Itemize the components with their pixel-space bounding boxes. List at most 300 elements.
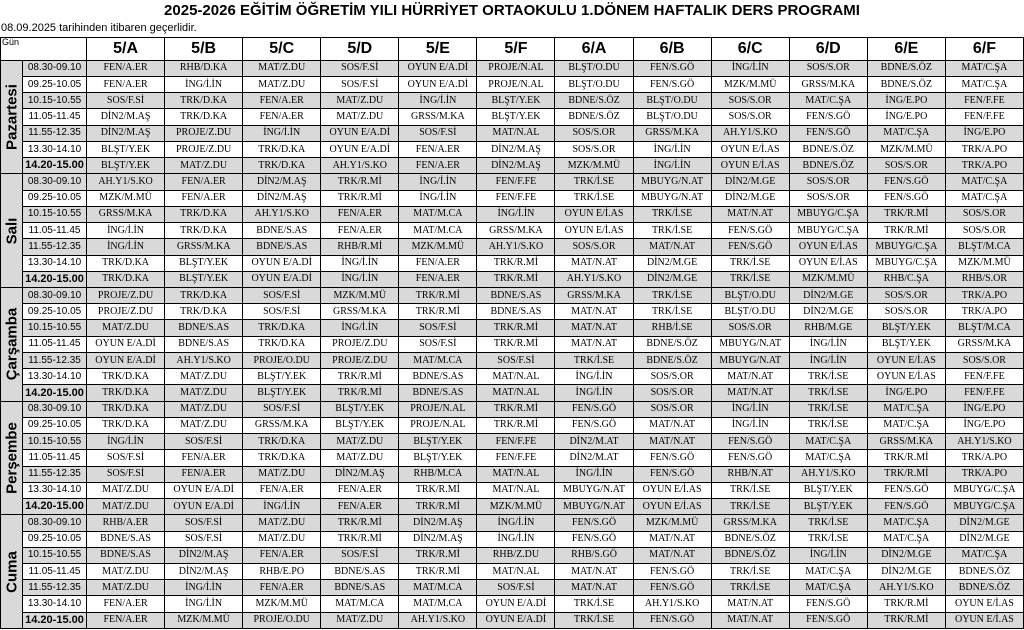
lesson-cell: SOS/F.Sİ <box>165 515 243 531</box>
period-time: 10.15-10.55 <box>23 434 87 450</box>
lesson-cell: FEN/S.GÖ <box>789 109 867 125</box>
period-time: 13.30-14.10 <box>23 596 87 612</box>
lesson-cell: MZK/M.MÜ <box>711 76 789 92</box>
lesson-cell: FEN/F.FE <box>945 369 1023 385</box>
table-row <box>1 612 1024 628</box>
lesson-cell: MAT/M.CA <box>399 580 477 596</box>
day-label-cell <box>1 60 23 174</box>
class-header: 5/C <box>243 38 321 61</box>
lesson-cell: RHB/İ.SE <box>633 320 711 336</box>
period-time: 09.25-10.05 <box>23 417 87 433</box>
lesson-cell: MAT/C.ŞA <box>945 76 1023 92</box>
class-header: 5/E <box>399 38 477 61</box>
lesson-cell: İNG/İ.İN <box>321 255 399 271</box>
lesson-cell: GRSS/M.KA <box>633 125 711 141</box>
lesson-cell: TRK/D.KA <box>87 369 165 385</box>
lesson-cell: BLŞT/Y.EK <box>399 450 477 466</box>
day-name: Pazartesi <box>3 84 20 150</box>
lesson-cell: TRK/R.Mİ <box>477 401 555 417</box>
lesson-cell: MBUYG/N.AT <box>555 482 633 498</box>
lesson-cell: MBUYG/C.ŞA <box>945 482 1023 498</box>
lesson-cell: TRK/İ.SE <box>789 515 867 531</box>
lesson-cell: TRK/İ.SE <box>555 174 633 190</box>
table-row <box>1 288 1024 304</box>
period-time: 08.30-09.10 <box>23 401 87 417</box>
lesson-cell: DİN2/M.GE <box>789 304 867 320</box>
lesson-cell: TRK/D.KA <box>165 304 243 320</box>
lesson-cell: OYUN E/A.Dİ <box>399 60 477 76</box>
lesson-cell: SOS/F.Sİ <box>477 580 555 596</box>
lesson-cell: MAT/C.ŞA <box>867 531 945 547</box>
lesson-cell: AH.Y1/S.KO <box>945 434 1023 450</box>
lesson-cell: DİN2/M.AT <box>555 434 633 450</box>
lesson-cell: İNG/E.PO <box>867 385 945 401</box>
table-row <box>1 401 1024 417</box>
table-row <box>1 125 1024 141</box>
lesson-cell: DİN2/M.GE <box>945 531 1023 547</box>
lesson-cell: BLŞT/O.DU <box>711 288 789 304</box>
lesson-cell: MBUYG/C.ŞA <box>789 206 867 222</box>
lesson-cell: AH.Y1/S.KO <box>789 466 867 482</box>
lesson-cell: GRSS/M.KA <box>165 239 243 255</box>
lesson-cell: AH.Y1/S.KO <box>555 271 633 287</box>
period-time: 10.15-10.55 <box>23 93 87 109</box>
lesson-cell: TRK/R.Mİ <box>477 336 555 352</box>
period-time: 14.20-15.00 <box>23 158 87 174</box>
lesson-cell: MAT/Z.DU <box>165 417 243 433</box>
lesson-cell: PROJE/Z.DU <box>165 141 243 157</box>
lesson-cell: SOS/S.OR <box>555 141 633 157</box>
lesson-cell: OYUN E/A.Dİ <box>321 125 399 141</box>
lesson-cell: MAT/Z.DU <box>87 499 165 515</box>
period-time: 11.55-12.35 <box>23 466 87 482</box>
lesson-cell: BDNE/S.ÖZ <box>867 60 945 76</box>
lesson-cell: RHB/M.CA <box>399 466 477 482</box>
lesson-cell: TRK/İ.SE <box>711 580 789 596</box>
lesson-cell: TRK/İ.SE <box>633 304 711 320</box>
lesson-cell: BDNE/S.ÖZ <box>711 531 789 547</box>
lesson-cell: TRK/A.PO <box>945 466 1023 482</box>
lesson-cell: İNG/İ.İN <box>633 158 711 174</box>
lesson-cell: OYUN E/A.Dİ <box>87 352 165 368</box>
lesson-cell: TRK/D.KA <box>243 336 321 352</box>
period-time: 08.30-09.10 <box>23 515 87 531</box>
lesson-cell: FEN/A.ER <box>165 190 243 206</box>
lesson-cell: İNG/İ.İN <box>789 336 867 352</box>
lesson-cell: FEN/S.GÖ <box>555 401 633 417</box>
page-title: 2025-2026 EĞİTİM ÖĞRETİM YILI HÜRRİYET ORTAOKULU 1.DÖNEM HAFTALIK DERS PROGRAMI <box>164 2 860 19</box>
lesson-cell: TRK/İ.SE <box>711 271 789 287</box>
lesson-cell: GRSS/M.KA <box>399 109 477 125</box>
lesson-cell: FEN/S.GÖ <box>867 482 945 498</box>
lesson-cell: BLŞT/Y.EK <box>321 417 399 433</box>
lesson-cell: MAT/C.ŞA <box>945 547 1023 563</box>
lesson-cell: TRK/R.Mİ <box>399 288 477 304</box>
lesson-cell: OYUN E/A.Dİ <box>165 499 243 515</box>
lesson-cell: İNG/İ.İN <box>477 531 555 547</box>
table-row <box>1 417 1024 433</box>
day-label-cell <box>1 288 23 402</box>
period-time: 08.30-09.10 <box>23 60 87 76</box>
lesson-cell: TRK/D.KA <box>87 271 165 287</box>
lesson-cell: TRK/D.KA <box>165 288 243 304</box>
table-row <box>1 450 1024 466</box>
lesson-cell: MAT/C.ŞA <box>789 93 867 109</box>
lesson-cell: OYUN E/A.Dİ <box>243 255 321 271</box>
lesson-cell: OYUN E/A.Dİ <box>321 141 399 157</box>
lesson-cell: MAT/N.AT <box>555 255 633 271</box>
period-time: 14.20-15.00 <box>23 612 87 628</box>
lesson-cell: MAT/Z.DU <box>321 434 399 450</box>
lesson-cell: MAT/Z.DU <box>243 466 321 482</box>
lesson-cell: BDNE/S.AS <box>87 531 165 547</box>
lesson-cell: FEN/S.GÖ <box>633 580 711 596</box>
lesson-cell: BLŞT/Y.EK <box>165 255 243 271</box>
table-row <box>1 141 1024 157</box>
lesson-cell: OYUN E/A.Dİ <box>477 596 555 612</box>
lesson-cell: BDNE/S.AS <box>477 288 555 304</box>
lesson-cell: FEN/A.ER <box>243 93 321 109</box>
lesson-cell: İNG/İ.İN <box>711 417 789 433</box>
lesson-cell: AH.Y1/S.KO <box>87 174 165 190</box>
lesson-cell: BDNE/S.ÖZ <box>945 580 1023 596</box>
lesson-cell: MAT/C.ŞA <box>789 563 867 579</box>
lesson-cell: SOS/S.OR <box>633 369 711 385</box>
lesson-cell: MAT/Z.DU <box>243 531 321 547</box>
lesson-cell: BDNE/S.AS <box>321 580 399 596</box>
period-time: 09.25-10.05 <box>23 531 87 547</box>
lesson-cell: DİN2/M.AŞ <box>321 466 399 482</box>
lesson-cell: BDNE/S.AS <box>477 304 555 320</box>
lesson-cell: BLŞT/O.DU <box>555 60 633 76</box>
lesson-cell: TRK/İ.SE <box>555 596 633 612</box>
lesson-cell: GRSS/M.KA <box>555 288 633 304</box>
table-row <box>1 580 1024 596</box>
class-header: 5/F <box>477 38 555 61</box>
lesson-cell: SOS/F.Sİ <box>243 304 321 320</box>
lesson-cell: FEN/S.GÖ <box>633 76 711 92</box>
lesson-cell: DİN2/M.GE <box>867 547 945 563</box>
lesson-cell: FEN/A.ER <box>399 255 477 271</box>
lesson-cell: TRK/D.KA <box>243 320 321 336</box>
period-time: 11.55-12.35 <box>23 580 87 596</box>
lesson-cell: TRK/D.KA <box>243 450 321 466</box>
lesson-cell: FEN/A.ER <box>165 450 243 466</box>
period-time: 10.15-10.55 <box>23 547 87 563</box>
lesson-cell: TRK/D.KA <box>243 141 321 157</box>
table-row <box>1 109 1024 125</box>
lesson-cell: OYUN E/İ.AS <box>789 239 867 255</box>
lesson-cell: FEN/S.GÖ <box>633 466 711 482</box>
lesson-cell: İNG/E.PO <box>945 401 1023 417</box>
lesson-cell: TRK/İ.SE <box>555 352 633 368</box>
day-name: Cuma <box>3 550 20 593</box>
lesson-cell: FEN/A.ER <box>243 580 321 596</box>
lesson-cell: TRK/D.KA <box>165 109 243 125</box>
lesson-cell: TRK/R.Mİ <box>867 612 945 628</box>
lesson-cell: BLŞT/Y.EK <box>477 93 555 109</box>
lesson-cell: SOS/S.OR <box>633 385 711 401</box>
lesson-cell: MAT/N.AT <box>555 563 633 579</box>
lesson-cell: OYUN E/A.Dİ <box>165 482 243 498</box>
lesson-cell: BDNE/S.AS <box>321 563 399 579</box>
lesson-cell: TRK/R.Mİ <box>867 596 945 612</box>
lesson-cell: TRK/R.Mİ <box>477 271 555 287</box>
lesson-cell: MAT/N.AL <box>477 563 555 579</box>
lesson-cell: İNG/İ.İN <box>87 223 165 239</box>
table-row <box>1 499 1024 515</box>
lesson-cell: İNG/İ.İN <box>477 206 555 222</box>
lesson-cell: SOS/F.Sİ <box>399 336 477 352</box>
lesson-cell: BLŞT/Y.EK <box>87 158 165 174</box>
lesson-cell: MBUYG/N.AT <box>711 336 789 352</box>
lesson-cell: PROJE/O.DU <box>243 612 321 628</box>
lesson-cell: FEN/S.GÖ <box>789 612 867 628</box>
lesson-cell: TRK/İ.SE <box>633 288 711 304</box>
lesson-cell: TRK/D.KA <box>87 401 165 417</box>
table-row <box>1 304 1024 320</box>
lesson-cell: FEN/A.ER <box>165 466 243 482</box>
lesson-cell: SOS/S.OR <box>711 320 789 336</box>
lesson-cell: GRSS/M.KA <box>711 515 789 531</box>
lesson-cell: İNG/İ.İN <box>555 466 633 482</box>
lesson-cell: TRK/D.KA <box>87 385 165 401</box>
lesson-cell: GRSS/M.KA <box>321 304 399 320</box>
lesson-cell: İNG/İ.İN <box>165 580 243 596</box>
lesson-cell: BDNE/S.ÖZ <box>633 336 711 352</box>
lesson-cell: PROJE/Z.DU <box>321 336 399 352</box>
lesson-cell: MAT/N.AT <box>633 434 711 450</box>
lesson-cell: FEN/S.GÖ <box>633 450 711 466</box>
header-row <box>1 38 1024 61</box>
lesson-cell: TRK/İ.SE <box>789 417 867 433</box>
lesson-cell: SOS/F.Sİ <box>87 93 165 109</box>
lesson-cell: DİN2/M.GE <box>945 515 1023 531</box>
lesson-cell: TRK/A.PO <box>945 288 1023 304</box>
lesson-cell: MBUYG/C.ŞA <box>867 239 945 255</box>
lesson-cell: MAT/C.ŞA <box>789 580 867 596</box>
lesson-cell: İNG/E.PO <box>867 93 945 109</box>
lesson-cell: İNG/E.PO <box>867 109 945 125</box>
lesson-cell: DİN2/M.AŞ <box>399 515 477 531</box>
lesson-cell: TRK/İ.SE <box>789 385 867 401</box>
lesson-cell: DİN2/M.AŞ <box>399 531 477 547</box>
lesson-cell: MZK/M.MÜ <box>477 499 555 515</box>
lesson-cell: FEN/S.GÖ <box>633 612 711 628</box>
table-row <box>1 76 1024 92</box>
lesson-cell: DİN2/M.AT <box>555 450 633 466</box>
lesson-cell: İNG/İ.İN <box>711 401 789 417</box>
lesson-cell: PROJE/O.DU <box>243 352 321 368</box>
lesson-cell: DİN2/M.AŞ <box>87 109 165 125</box>
lesson-cell: TRK/D.KA <box>243 434 321 450</box>
class-header: 6/E <box>867 38 945 61</box>
lesson-cell: SOS/F.Sİ <box>321 76 399 92</box>
lesson-cell: DİN2/M.AŞ <box>87 125 165 141</box>
lesson-cell: MAT/Z.DU <box>243 76 321 92</box>
period-time: 13.30-14.10 <box>23 141 87 157</box>
lesson-cell: GRSS/M.KA <box>477 223 555 239</box>
lesson-cell: BLŞT/Y.EK <box>321 401 399 417</box>
lesson-cell: TRK/R.Mİ <box>321 515 399 531</box>
lesson-cell: MZK/M.MÜ <box>165 612 243 628</box>
lesson-cell: BLŞT/Y.EK <box>789 499 867 515</box>
lesson-cell: GRSS/M.KA <box>87 206 165 222</box>
lesson-cell: TRK/İ.SE <box>711 499 789 515</box>
table-row <box>1 271 1024 287</box>
lesson-cell: FEN/A.ER <box>243 547 321 563</box>
lesson-cell: FEN/A.ER <box>87 76 165 92</box>
lesson-cell: TRK/R.Mİ <box>867 466 945 482</box>
lesson-cell: TRK/D.KA <box>87 417 165 433</box>
lesson-cell: TRK/R.Mİ <box>867 206 945 222</box>
lesson-cell: İNG/İ.İN <box>399 93 477 109</box>
lesson-cell: OYUN E/İ.AS <box>711 141 789 157</box>
table-row <box>1 255 1024 271</box>
lesson-cell: MAT/Z.DU <box>165 158 243 174</box>
table-row <box>1 174 1024 190</box>
lesson-cell: SOS/F.Sİ <box>321 547 399 563</box>
period-time: 10.15-10.55 <box>23 320 87 336</box>
period-time: 11.55-12.35 <box>23 352 87 368</box>
lesson-cell: MZK/M.MÜ <box>633 515 711 531</box>
lesson-cell: OYUN E/A.Dİ <box>477 612 555 628</box>
lesson-cell: SOS/S.OR <box>867 304 945 320</box>
table-row <box>1 93 1024 109</box>
lesson-cell: AH.Y1/S.KO <box>243 206 321 222</box>
lesson-cell: MAT/C.ŞA <box>945 174 1023 190</box>
lesson-cell: RHB/C.ŞA <box>867 271 945 287</box>
lesson-cell: SOS/S.OR <box>789 174 867 190</box>
lesson-cell: MAT/Z.DU <box>321 93 399 109</box>
lesson-cell: BDNE/S.ÖZ <box>633 352 711 368</box>
lesson-cell: TRK/R.Mİ <box>321 190 399 206</box>
lesson-cell: BDNE/S.AS <box>399 369 477 385</box>
lesson-cell: İNG/İ.İN <box>87 434 165 450</box>
lesson-cell: SOS/S.OR <box>711 109 789 125</box>
lesson-cell: FEN/A.ER <box>87 596 165 612</box>
lesson-cell: MZK/M.MÜ <box>87 190 165 206</box>
lesson-cell: FEN/A.ER <box>87 60 165 76</box>
table-row <box>1 206 1024 222</box>
lesson-cell: İNG/İ.İN <box>399 190 477 206</box>
lesson-cell: MAT/N.AT <box>711 596 789 612</box>
lesson-cell: MBUYG/N.AT <box>633 174 711 190</box>
lesson-cell: OYUN E/İ.AS <box>555 206 633 222</box>
table-row <box>1 596 1024 612</box>
lesson-cell: FEN/F.FE <box>477 434 555 450</box>
lesson-cell: RHB/D.KA <box>165 60 243 76</box>
lesson-cell: FEN/A.ER <box>321 499 399 515</box>
lesson-cell: DİN2/M.GE <box>633 271 711 287</box>
lesson-cell: BLŞT/Y.EK <box>165 271 243 287</box>
table-row <box>1 190 1024 206</box>
lesson-cell: BDNE/S.ÖZ <box>945 563 1023 579</box>
lesson-cell: İNG/İ.İN <box>243 499 321 515</box>
period-time: 09.25-10.05 <box>23 304 87 320</box>
table-row <box>1 60 1024 76</box>
lesson-cell: GRSS/M.KA <box>789 76 867 92</box>
table-row <box>1 158 1024 174</box>
lesson-cell: DİN2/M.GE <box>633 255 711 271</box>
period-time: 14.20-15.00 <box>23 499 87 515</box>
lesson-cell: TRK/R.Mİ <box>477 417 555 433</box>
lesson-cell: BLŞT/Y.EK <box>867 320 945 336</box>
lesson-cell: OYUN E/İ.AS <box>945 612 1023 628</box>
lesson-cell: MAT/Z.DU <box>321 109 399 125</box>
lesson-cell: SOS/F.Sİ <box>243 288 321 304</box>
period-time: 11.05-11.45 <box>23 109 87 125</box>
lesson-cell: İNG/E.PO <box>945 125 1023 141</box>
lesson-cell: MAT/N.AT <box>711 385 789 401</box>
period-time: 11.55-12.35 <box>23 239 87 255</box>
lesson-cell: FEN/A.ER <box>87 612 165 628</box>
lesson-cell: MAT/N.AT <box>555 580 633 596</box>
period-time: 13.30-14.10 <box>23 482 87 498</box>
lesson-cell: TRK/İ.SE <box>555 612 633 628</box>
lesson-cell: MAT/C.ŞA <box>867 515 945 531</box>
lesson-cell: DİN2/M.AŞ <box>243 190 321 206</box>
lesson-cell: MAT/N.AT <box>633 531 711 547</box>
day-label-cell <box>1 401 23 515</box>
lesson-cell: BDNE/S.ÖZ <box>867 76 945 92</box>
lesson-cell: GRSS/M.KA <box>945 336 1023 352</box>
lesson-cell: BLŞT/Y.EK <box>867 336 945 352</box>
lesson-cell: FEN/A.ER <box>165 174 243 190</box>
lesson-cell: BDNE/S.ÖZ <box>789 141 867 157</box>
lesson-cell: TRK/İ.SE <box>789 369 867 385</box>
lesson-cell: RHB/A.ER <box>87 515 165 531</box>
lesson-cell: FEN/A.ER <box>399 158 477 174</box>
lesson-cell: BLŞT/Y.EK <box>243 385 321 401</box>
period-time: 10.15-10.55 <box>23 206 87 222</box>
class-header: 6/A <box>555 38 633 61</box>
lesson-cell: MZK/M.MÜ <box>789 271 867 287</box>
lesson-cell: FEN/S.GÖ <box>633 563 711 579</box>
lesson-cell: MZK/M.MÜ <box>399 239 477 255</box>
lesson-cell: TRK/R.Mİ <box>477 255 555 271</box>
lesson-cell: RHB/Z.DU <box>477 547 555 563</box>
lesson-cell: PROJE/Z.DU <box>87 288 165 304</box>
lesson-cell: MBUYG/C.ŞA <box>945 499 1023 515</box>
period-time: 11.05-11.45 <box>23 563 87 579</box>
lesson-cell: FEN/S.GÖ <box>555 515 633 531</box>
lesson-cell: TRK/R.Mİ <box>399 547 477 563</box>
period-time: 11.55-12.35 <box>23 125 87 141</box>
lesson-cell: MAT/N.AT <box>555 320 633 336</box>
lesson-cell: FEN/S.GÖ <box>711 239 789 255</box>
lesson-cell: OYUN E/İ.AS <box>867 369 945 385</box>
period-time: 09.25-10.05 <box>23 76 87 92</box>
lesson-cell: RHB/M.GE <box>789 320 867 336</box>
lesson-cell: MAT/N.AL <box>477 385 555 401</box>
lesson-cell: MAT/N.AT <box>555 336 633 352</box>
lesson-cell: BDNE/S.ÖZ <box>789 158 867 174</box>
lesson-cell: TRK/D.KA <box>165 206 243 222</box>
period-time: 14.20-15.00 <box>23 271 87 287</box>
lesson-cell: MAT/M.CA <box>399 206 477 222</box>
period-time: 11.05-11.45 <box>23 336 87 352</box>
period-time: 11.05-11.45 <box>23 450 87 466</box>
lesson-cell: FEN/S.GÖ <box>555 417 633 433</box>
lesson-cell: FEN/F.FE <box>945 385 1023 401</box>
lesson-cell: TRK/A.PO <box>945 158 1023 174</box>
lesson-cell: İNG/İ.İN <box>399 174 477 190</box>
lesson-cell: MAT/N.AL <box>477 369 555 385</box>
lesson-cell: RHB/N.AT <box>711 466 789 482</box>
lesson-cell: MAT/Z.DU <box>165 369 243 385</box>
lesson-cell: İNG/İ.İN <box>165 76 243 92</box>
